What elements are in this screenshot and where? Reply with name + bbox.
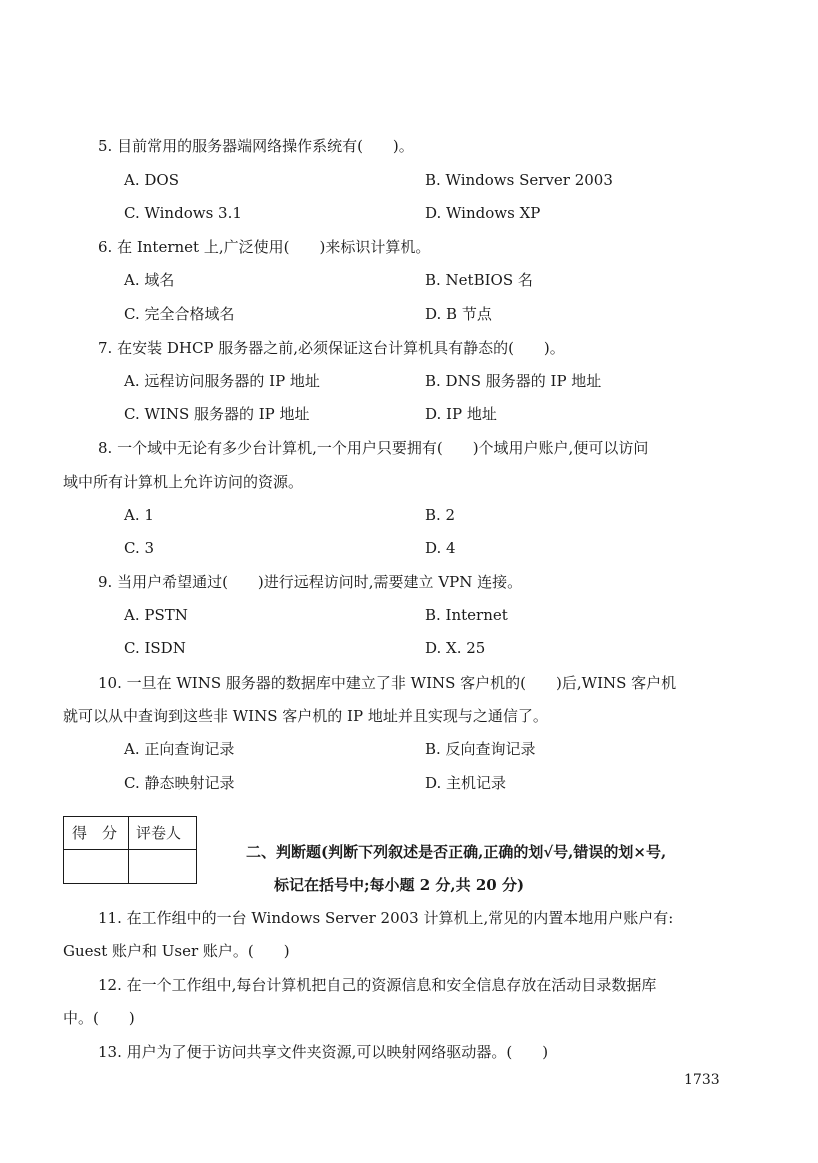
question-10-option-a: A. 正向查询记录 (124, 740, 235, 758)
section-2-title: 二、判断题(判断下列叙述是否正确,正确的划√号,错误的划×号, (246, 843, 667, 861)
question-5-option-c: C. Windows 3.1 (124, 204, 242, 222)
question-5-stem: 5. 目前常用的服务器端网络操作系统有( )。 (98, 137, 414, 155)
question-10-stem-continued: 就可以从中查询到这些非 WINS 客户机的 IP 地址并且实现与之通信了。 (63, 707, 548, 725)
score-box-divider-h (64, 849, 196, 850)
judgment-11-line1: 11. 在工作组中的一台 Windows Server 2003 计算机上,常见的内置本地用户账户有: (98, 909, 674, 927)
question-8-option-a: A. 1 (124, 506, 154, 524)
question-5-option-d: D. Windows XP (425, 204, 541, 222)
page-number: 1733 (684, 1072, 720, 1088)
question-5-option-a: A. DOS (124, 171, 179, 189)
question-8-stem-continued: 域中所有计算机上允许访问的资源。 (63, 473, 304, 491)
score-box-divider-v (128, 817, 129, 883)
question-9-option-a: A. PSTN (124, 606, 188, 624)
question-7-option-a: A. 远程访问服务器的 IP 地址 (124, 372, 320, 390)
score-box (63, 816, 197, 884)
score-label: 得 分 (72, 824, 118, 842)
question-10-option-d: D. 主机记录 (425, 774, 507, 792)
question-8-stem: 8. 一个域中无论有多少台计算机,一个用户只要拥有( )个域用户账户,便可以访问 (98, 439, 649, 457)
question-7-option-b: B. DNS 服务器的 IP 地址 (425, 372, 602, 390)
question-6-option-d: D. B 节点 (425, 305, 492, 323)
question-10-stem: 10. 一旦在 WINS 服务器的数据库中建立了非 WINS 客户机的( )后,WINS 客户机 (98, 674, 677, 692)
question-9-stem: 9. 当用户希望通过( )进行远程访问时,需要建立 VPN 连接。 (98, 573, 523, 591)
question-6-option-a: A. 域名 (124, 271, 175, 289)
grader-label: 评卷人 (136, 824, 182, 842)
question-8-option-c: C. 3 (124, 539, 155, 557)
question-7-option-d: D. IP 地址 (425, 405, 497, 423)
question-8-option-b: B. 2 (425, 506, 456, 524)
question-5-option-b: B. Windows Server 2003 (425, 171, 613, 189)
question-8-option-d: D. 4 (425, 539, 456, 557)
question-7-option-c: C. WINS 服务器的 IP 地址 (124, 405, 310, 423)
judgment-11-line2: Guest 账户和 User 账户。( ) (63, 942, 290, 960)
judgment-12-line1: 12. 在一个工作组中,每台计算机把自己的资源信息和安全信息存放在活动目录数据库 (98, 976, 657, 994)
question-7-stem: 7. 在安装 DHCP 服务器之前,必须保证这台计算机具有静态的( )。 (98, 339, 565, 357)
question-6-option-c: C. 完全合格域名 (124, 305, 235, 323)
section-2-instructions: 标记在括号中;每小题 2 分,共 20 分) (274, 876, 525, 894)
question-6-option-b: B. NetBIOS 名 (425, 271, 533, 289)
judgment-12-line2: 中。( ) (63, 1009, 135, 1027)
question-10-option-b: B. 反向查询记录 (425, 740, 536, 758)
question-10-option-c: C. 静态映射记录 (124, 774, 235, 792)
judgment-13-line1: 13. 用户为了便于访问共享文件夹资源,可以映射网络驱动器。( ) (98, 1043, 549, 1061)
question-9-option-b: B. Internet (425, 606, 508, 624)
question-9-option-c: C. ISDN (124, 639, 186, 657)
question-6-stem: 6. 在 Internet 上,广泛使用( )来标识计算机。 (98, 238, 431, 256)
question-9-option-d: D. X. 25 (425, 639, 486, 657)
